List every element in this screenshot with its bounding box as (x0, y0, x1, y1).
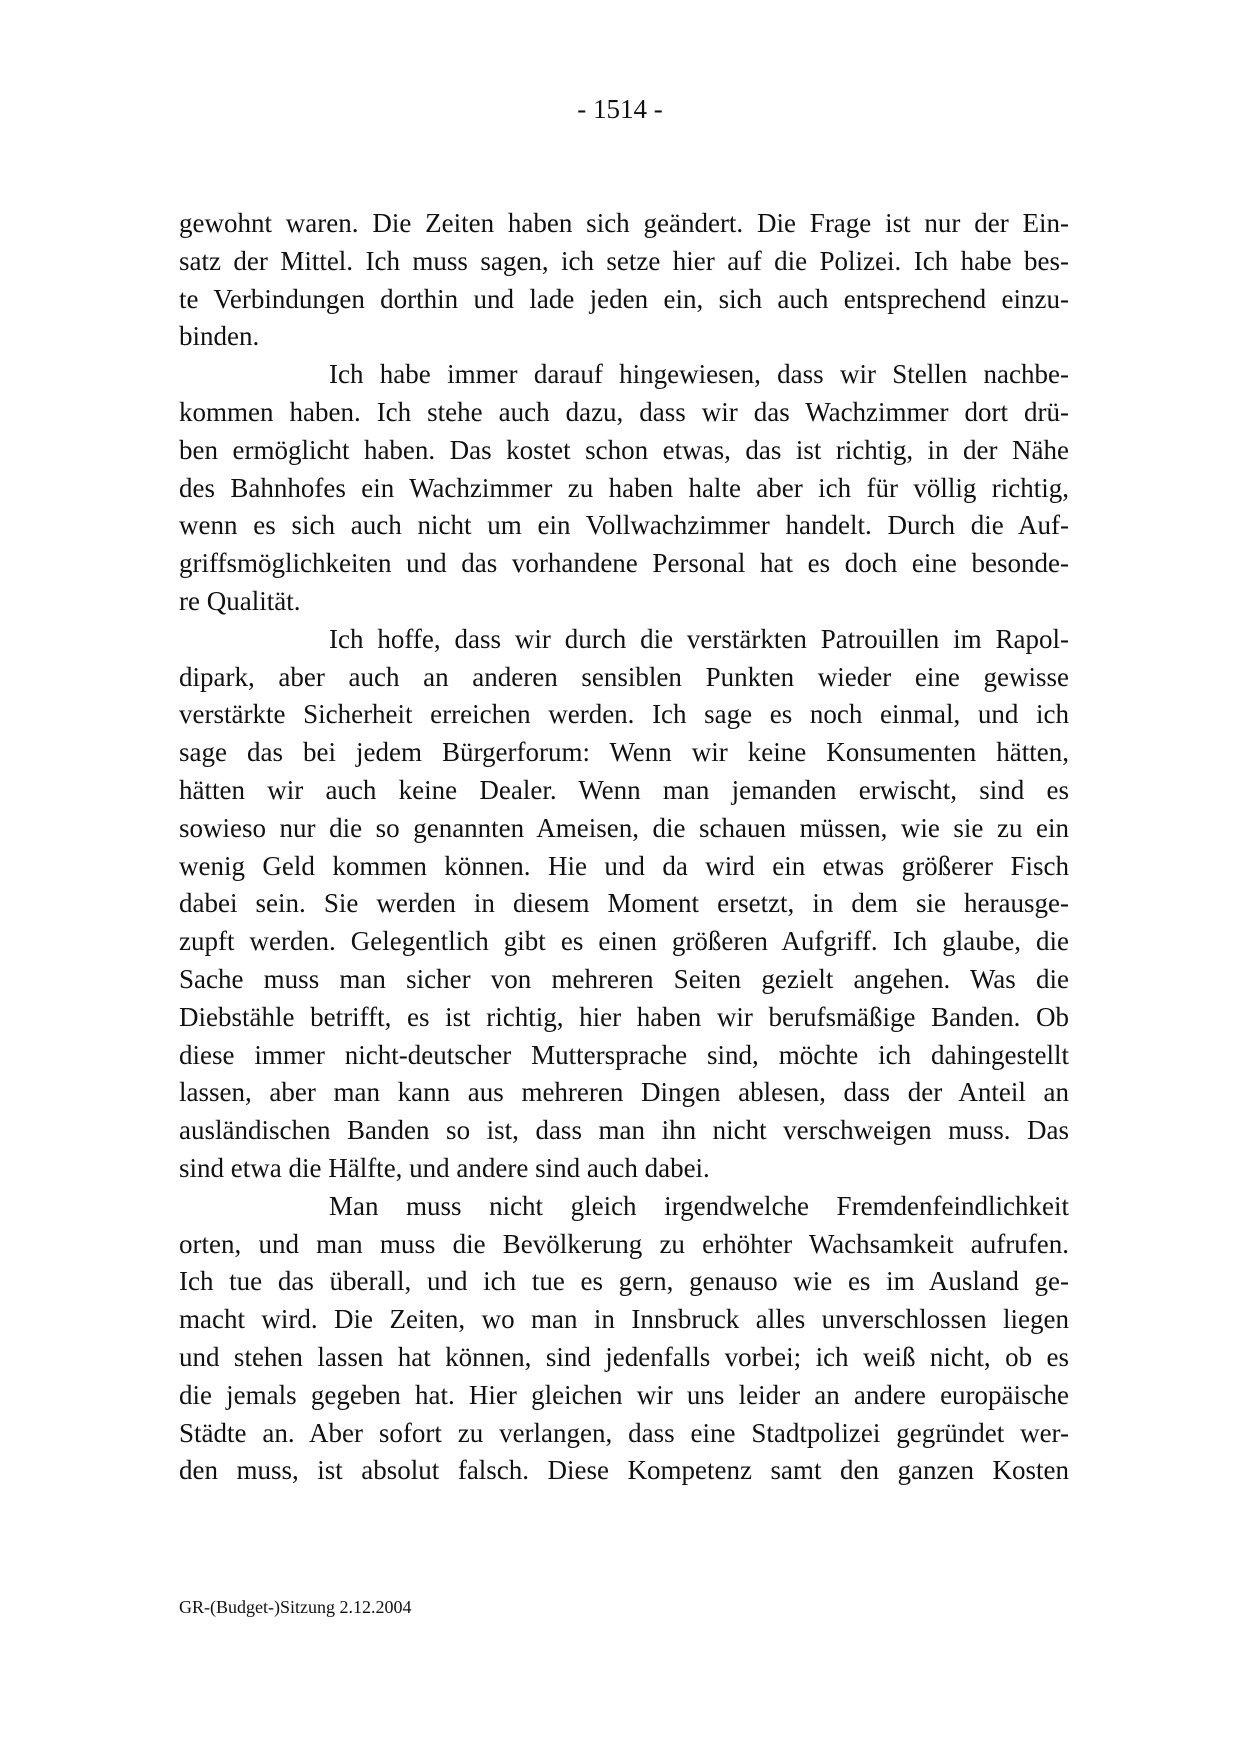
text-line: den muss, ist absolut falsch. Diese Kompetenz samt den ganzen Kosten (179, 1455, 1069, 1486)
text-line: ausländischen Banden so ist, dass man ihn nicht verschweigen muss. Das (179, 1115, 1069, 1146)
text-line: Man muss nicht gleich irgendwelche Fremdenfeindlichkeit (329, 1190, 1069, 1221)
footer-session-info: GR-(Budget-)Sitzung 2.12.2004 (179, 1597, 412, 1617)
text-line: Städte an. Aber sofort zu verlangen, dass eine Stadtpolizei gegründet wer- (179, 1417, 1069, 1448)
text-line: orten, und man muss die Bevölkerung zu erhöhter Wachsamkeit aufrufen. (179, 1228, 1069, 1259)
text-line: zupft werden. Gelegentlich gibt es einen größeren Aufgriff. Ich glaube, die (179, 926, 1069, 957)
text-line: Sache muss man sicher von mehreren Seiten gezielt angehen. Was die (179, 963, 1069, 994)
text-line: ben ermöglicht haben. Das kostet schon etwas, das ist richtig, in der Nähe (179, 434, 1069, 465)
text-line: hätten wir auch keine Dealer. Wenn man jemanden erwischt, sind es (179, 774, 1069, 805)
text-line: satz der Mittel. Ich muss sagen, ich setze hier auf die Polizei. Ich habe bes- (179, 245, 1069, 276)
text-line: sowieso nur die so genannten Ameisen, die schauen müssen, wie sie zu ein (179, 812, 1069, 843)
page-number: - 1514 - (577, 94, 663, 124)
text-line: te Verbindungen dorthin und lade jeden ein, sich auch entsprechend einzu- (179, 283, 1069, 314)
text-line: sind etwa die Hälfte, und andere sind auch dabei. (179, 1152, 710, 1183)
text-line: dabei sein. Sie werden in diesem Moment ersetzt, in dem sie herausge- (179, 888, 1069, 919)
body-text (179, 205, 1069, 1490)
text-line: Ich tue das überall, und ich tue es gern, genauso wie es im Ausland ge- (179, 1266, 1069, 1297)
text-line: des Bahnhofes ein Wachzimmer zu haben halte aber ich für völlig richtig, (179, 472, 1069, 503)
text-line: Diebstähle betrifft, es ist richtig, hier haben wir berufsmäßige Banden. Ob (179, 1001, 1069, 1032)
text-line: binden. (179, 321, 260, 352)
text-line: Ich hoffe, dass wir durch die verstärkten Patrouillen im Rapol- (329, 623, 1069, 654)
text-line: re Qualität. (179, 585, 301, 616)
text-line: und stehen lassen hat können, sind jedenfalls vorbei; ich weiß nicht, ob es (179, 1341, 1069, 1372)
text-line: kommen haben. Ich stehe auch dazu, dass wir das Wachzimmer dort drü- (179, 396, 1069, 427)
text-line: lassen, aber man kann aus mehreren Dingen ablesen, dass der Anteil an (179, 1077, 1069, 1108)
text-line: sage das bei jedem Bürgerforum: Wenn wir keine Konsumenten hätten, (179, 737, 1069, 768)
text-line: gewohnt waren. Die Zeiten haben sich geändert. Die Frage ist nur der Ein- (179, 208, 1069, 238)
text-line: griffsmöglichkeiten und das vorhandene Personal hat es doch eine besonde- (179, 548, 1069, 579)
text-line: die jemals gegeben hat. Hier gleichen wir uns leider an andere europäische (179, 1379, 1069, 1410)
text-line: dipark, aber auch an anderen sensiblen Punkten wieder eine gewisse (179, 661, 1069, 692)
text-line: macht wird. Die Zeiten, wo man in Innsbruck alles unverschlossen liegen (179, 1304, 1069, 1335)
text-line: wenig Geld kommen können. Hie und da wird ein etwas größerer Fisch (179, 850, 1069, 881)
text-line: wenn es sich auch nicht um ein Vollwachzimmer handelt. Durch die Auf- (179, 510, 1069, 541)
text-line: Ich habe immer darauf hingewiesen, dass wir Stellen nachbe- (329, 359, 1069, 390)
text-line: diese immer nicht-deutscher Muttersprache sind, möchte ich dahingestellt (179, 1039, 1069, 1070)
text-line: verstärkte Sicherheit erreichen werden. Ich sage es noch einmal, und ich (179, 699, 1069, 730)
